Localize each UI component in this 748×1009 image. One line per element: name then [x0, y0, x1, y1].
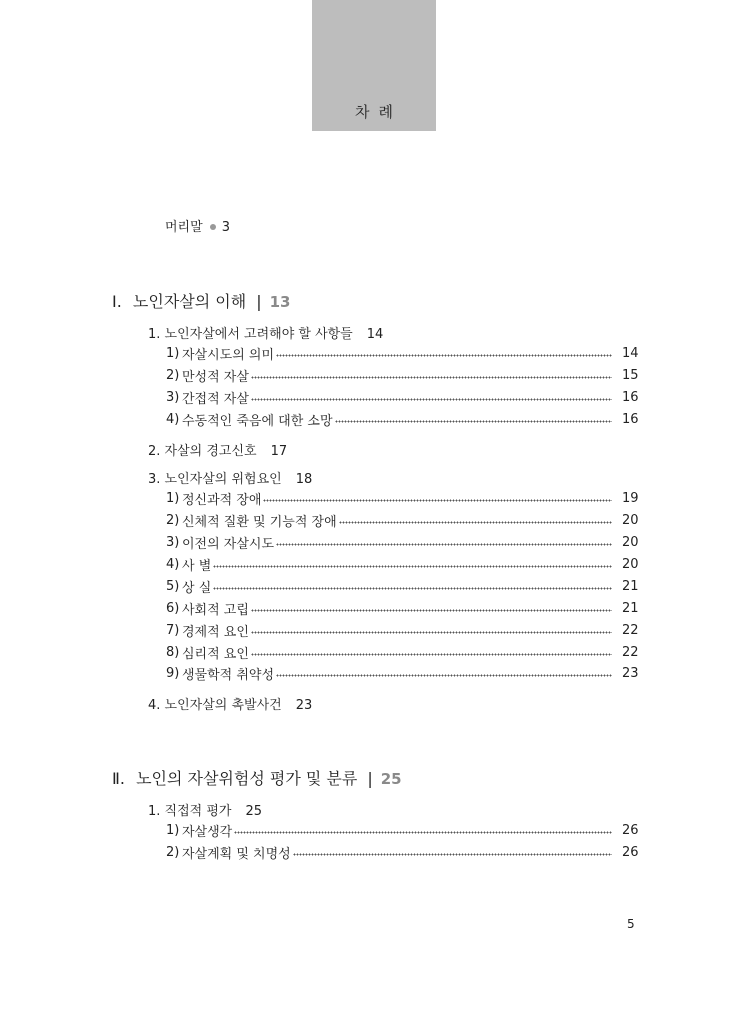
toc-item [166, 577, 639, 596]
item-page: 15 [622, 367, 639, 383]
item-number: 1) [166, 490, 180, 506]
toc-item [166, 533, 639, 552]
toc-item [166, 388, 639, 407]
toc-item [166, 366, 639, 385]
toc-item [166, 621, 639, 640]
chapter-page: 25 [380, 770, 402, 788]
item-page: 22 [622, 644, 639, 660]
item-number: 5) [166, 578, 180, 594]
toc-item [166, 599, 639, 618]
section-page: 14 [366, 327, 384, 342]
item-title: 경제적 요인 [182, 624, 249, 640]
item-title: 자살계획 및 치명성 [182, 846, 291, 862]
item-number: 4) [166, 556, 180, 572]
item-number: 2) [166, 367, 180, 383]
item-number: 1) [166, 822, 180, 838]
chapter-page: 13 [269, 293, 291, 311]
toc-item [166, 664, 639, 683]
dot-leader [251, 653, 612, 656]
toc-item [166, 511, 639, 530]
section-page: 18 [295, 472, 313, 487]
dot-leader [251, 609, 612, 612]
bullet-icon [210, 224, 216, 230]
item-number: 3) [166, 389, 180, 405]
item-title: 생물학적 취약성 [182, 667, 275, 683]
section-entry [148, 468, 312, 487]
chapter-number: Ⅱ. [112, 769, 125, 788]
chapter-number: Ⅰ. [112, 292, 122, 311]
dot-leader [213, 565, 612, 568]
section-title: 2. 자살의 경고신호 [148, 444, 257, 459]
section-page: 17 [270, 444, 288, 459]
item-title: 사 별 [182, 558, 212, 574]
dot-leader [251, 398, 612, 401]
dot-leader [251, 376, 612, 379]
chapter-heading [112, 289, 290, 312]
item-page: 20 [622, 534, 639, 550]
item-number: 2) [166, 844, 180, 860]
toc-item [166, 489, 639, 508]
section-title: 3. 노인자살의 위험요인 [148, 472, 282, 487]
section-entry [148, 800, 262, 819]
item-title: 신체적 질환 및 기능적 장애 [182, 514, 337, 530]
section-entry [148, 694, 312, 713]
item-title: 심리적 요인 [182, 646, 249, 662]
preface-entry [165, 216, 230, 235]
section-page: 23 [295, 698, 313, 713]
dot-leader [276, 674, 612, 677]
item-page: 16 [622, 389, 639, 405]
item-number: 6) [166, 600, 180, 616]
toc-title: 차례 [355, 103, 402, 121]
section-page: 25 [245, 804, 263, 819]
item-title: 자살생각 [182, 824, 233, 840]
dot-leader [293, 853, 612, 856]
chapter-title: 노인자살의 이해 [132, 292, 247, 311]
dot-leader [339, 521, 612, 524]
item-number: 9) [166, 665, 180, 681]
item-number: 7) [166, 622, 180, 638]
divider: | [256, 292, 262, 311]
dot-leader [276, 354, 612, 357]
preface-page: 3 [221, 220, 230, 235]
section-title: 1. 노인자살에서 고려해야 할 사항들 [148, 327, 353, 342]
toc-item [166, 821, 639, 840]
item-page: 14 [622, 345, 639, 361]
section-title: 1. 직접적 평가 [148, 804, 232, 819]
toc-item [166, 555, 639, 574]
dot-leader [335, 420, 612, 423]
section-title: 4. 노인자살의 촉발사건 [148, 698, 282, 713]
dot-leader [276, 543, 612, 546]
item-number: 1) [166, 345, 180, 361]
item-title: 자살시도의 의미 [182, 347, 275, 363]
item-title: 간접적 자살 [182, 391, 249, 407]
chapter-heading [112, 766, 402, 789]
item-title: 상 실 [182, 580, 212, 596]
preface-label: 머리말 [165, 220, 203, 235]
item-title: 사회적 고립 [182, 602, 249, 618]
item-page: 26 [622, 822, 639, 838]
page-number: 5 [627, 917, 635, 931]
item-page: 20 [622, 512, 639, 528]
item-page: 22 [622, 622, 639, 638]
item-page: 21 [622, 578, 639, 594]
toc-header-box [312, 0, 436, 131]
toc-item [166, 643, 639, 662]
section-entry [148, 440, 287, 459]
chapter-title: 노인의 자살위험성 평가 및 분류 [136, 769, 358, 788]
item-number: 2) [166, 512, 180, 528]
item-title: 정신과적 장애 [182, 492, 262, 508]
item-page: 16 [622, 411, 639, 427]
item-page: 26 [622, 844, 639, 860]
toc-item [166, 410, 639, 429]
item-title: 수동적인 죽음에 대한 소망 [182, 413, 333, 429]
dot-leader [213, 587, 612, 590]
section-entry [148, 323, 383, 342]
item-number: 3) [166, 534, 180, 550]
divider: | [367, 769, 373, 788]
dot-leader [263, 499, 612, 502]
item-title: 만성적 자살 [182, 369, 249, 385]
dot-leader [234, 831, 612, 834]
item-page: 23 [622, 665, 639, 681]
item-number: 4) [166, 411, 180, 427]
item-page: 20 [622, 556, 639, 572]
dot-leader [251, 631, 612, 634]
item-number: 8) [166, 644, 180, 660]
toc-item [166, 843, 639, 862]
toc-item [166, 344, 639, 363]
item-page: 21 [622, 600, 639, 616]
item-title: 이전의 자살시도 [182, 536, 275, 552]
item-page: 19 [622, 490, 639, 506]
